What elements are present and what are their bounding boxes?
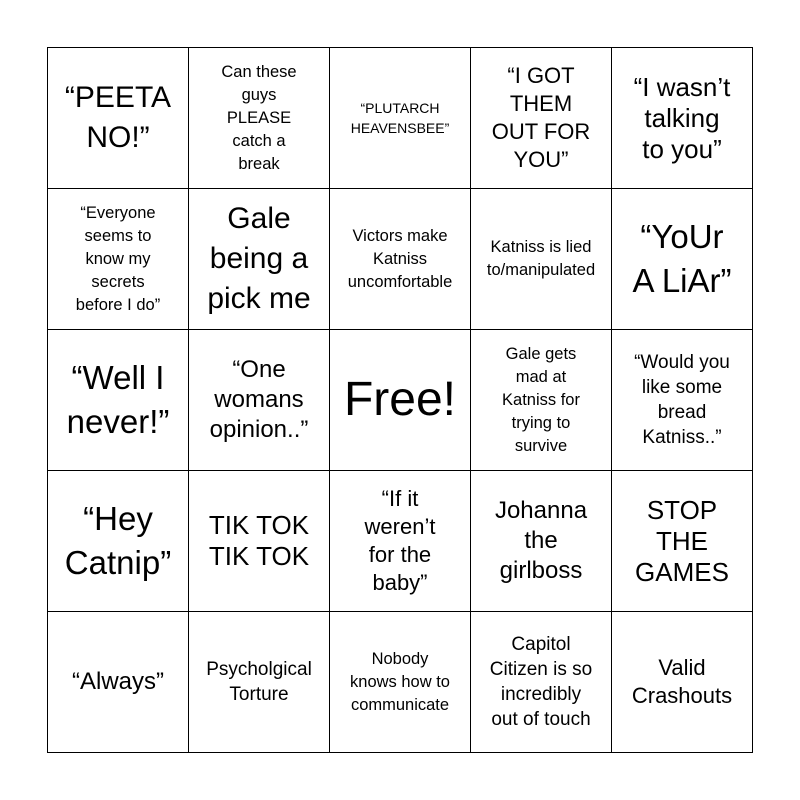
cell-text: Psycholgical Torture: [206, 659, 312, 705]
cell-text: Valid Crashouts: [631, 655, 733, 708]
bingo-cell-r5c2[interactable]: [189, 612, 330, 753]
bingo-cell-r1c2[interactable]: [189, 48, 330, 189]
cell-text: STOP THE GAMES: [635, 494, 729, 587]
bingo-cell-r5c3[interactable]: [330, 612, 471, 753]
bingo-cell-r2c4[interactable]: [471, 189, 612, 330]
cell-text: “Always”: [71, 668, 164, 695]
bingo-cell-r4c4[interactable]: [471, 471, 612, 612]
cell-text: Capitol Citizen is so incredibly out of touch: [489, 634, 593, 730]
cell-text: “Well I never!”: [66, 359, 170, 440]
bingo-cell-r2c2[interactable]: [189, 189, 330, 330]
cell-text: “If it weren’t for the baby”: [364, 486, 436, 595]
cell-text: “Would you like some bread Katniss..”: [634, 352, 730, 448]
bingo-cell-r3c1[interactable]: [48, 330, 189, 471]
cell-text: “Hey Catnip”: [64, 500, 172, 581]
cell-text: “One womans opinion..”: [209, 356, 309, 443]
cell-text: “I GOT THEM OUT FOR YOU”: [491, 63, 591, 172]
bingo-cell-r1c1[interactable]: [48, 48, 189, 189]
bingo-cell-r3c5[interactable]: [612, 330, 753, 471]
bingo-cell-r1c4[interactable]: [471, 48, 612, 189]
bingo-cell-r2c5[interactable]: [612, 189, 753, 330]
cell-text: “PEETA NO!”: [64, 81, 172, 154]
bingo-cell-r4c1[interactable]: [48, 471, 189, 612]
cell-text: Katniss is lied to/manipulated: [486, 238, 596, 279]
cell-text: Gale being a pick me: [207, 202, 311, 315]
bingo-cell-r5c1[interactable]: [48, 612, 189, 753]
bingo-cell-r2c1[interactable]: [48, 189, 189, 330]
cell-text: “YoUr A LiAr”: [632, 218, 732, 299]
bingo-cell-r4c2[interactable]: [189, 471, 330, 612]
cell-text: “Everyone seems to know my secrets before I do”: [75, 203, 161, 314]
free-space-text: Free!: [343, 373, 457, 426]
bingo-cell-r2c3[interactable]: [330, 189, 471, 330]
cell-text: “I wasn’t talking to you”: [633, 71, 731, 164]
bingo-cell-free[interactable]: [330, 330, 471, 471]
cell-text: “PLUTARCH HEAVENSBEE”: [350, 100, 450, 136]
bingo-cell-r4c5[interactable]: [612, 471, 753, 612]
cell-text: TIK TOK TIK TOK: [208, 510, 310, 571]
cell-text: Gale gets mad at Katniss for trying to survive: [502, 344, 580, 455]
bingo-cell-r3c2[interactable]: [189, 330, 330, 471]
bingo-cell-r5c4[interactable]: [471, 612, 612, 753]
cell-text: Johanna the girlboss: [494, 497, 588, 584]
bingo-cell-r4c3[interactable]: [330, 471, 471, 612]
cell-text: Nobody knows how to communicate: [350, 649, 450, 714]
bingo-board: [47, 47, 753, 753]
bingo-cell-r3c4[interactable]: [471, 330, 612, 471]
bingo-cell-r5c5[interactable]: [612, 612, 753, 753]
cell-text: Can these guys PLEASE catch a break: [221, 62, 297, 173]
bingo-cell-r1c5[interactable]: [612, 48, 753, 189]
cell-text: Victors make Katniss uncomfortable: [347, 226, 453, 291]
bingo-cell-r1c3[interactable]: [330, 48, 471, 189]
